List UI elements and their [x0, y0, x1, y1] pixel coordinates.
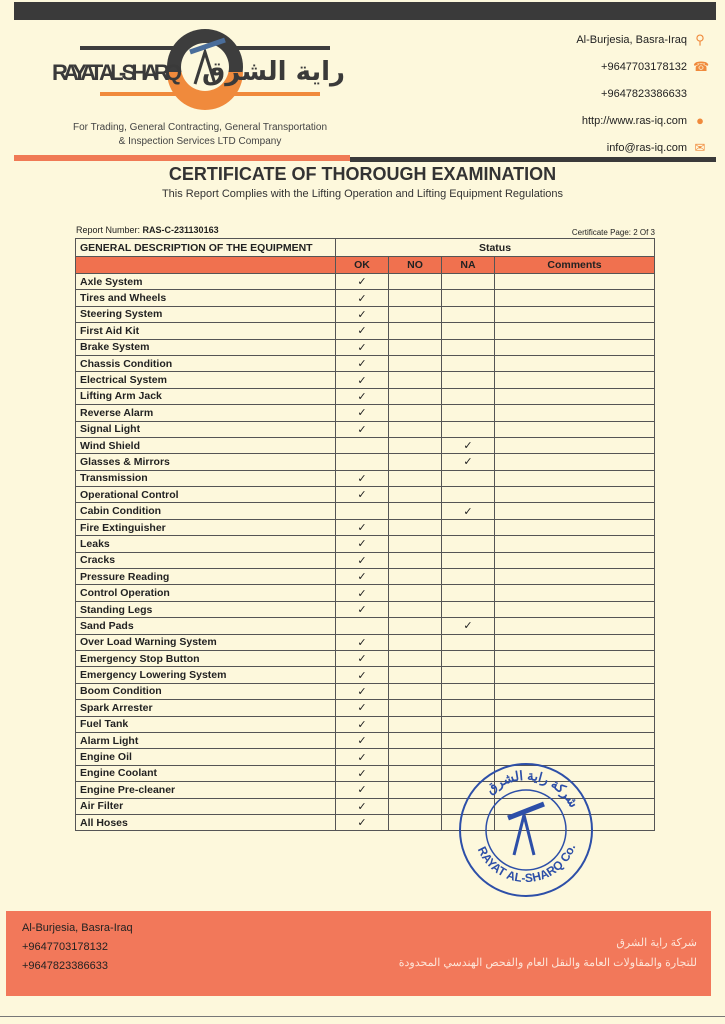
mail-icon: ✉ — [694, 139, 706, 155]
status-na-cell — [442, 323, 495, 339]
check-mark-icon: ✓ — [357, 554, 367, 567]
status-no-cell — [389, 290, 442, 306]
svg-text:شركة راية الشرق: شركة راية الشرق — [482, 767, 582, 811]
status-ok-cell — [336, 388, 389, 404]
comments-cell — [495, 454, 655, 470]
report-number — [76, 225, 219, 235]
phone-text: +9647703178132 — [601, 60, 687, 73]
comments-cell — [495, 388, 655, 404]
status-ok-cell — [336, 323, 389, 339]
check-mark-icon: ✓ — [463, 620, 473, 633]
equipment-name: Brake System — [76, 339, 336, 355]
table-row — [76, 519, 655, 535]
table-row — [76, 585, 655, 601]
svg-text:RAYAT AL-SHARQ Co.: RAYAT AL-SHARQ Co. — [474, 842, 579, 886]
check-mark-icon: ✓ — [357, 571, 367, 584]
header-divider-dark — [350, 157, 716, 162]
equipment-name: Leaks — [76, 536, 336, 552]
comments-cell — [495, 732, 655, 748]
footer-band — [6, 911, 711, 996]
comments-cell — [495, 437, 655, 453]
contact-phone-1 — [576, 53, 710, 80]
status-na-cell — [442, 470, 495, 486]
equipment-name: Glasses & Mirrors — [76, 454, 336, 470]
table-row — [76, 601, 655, 617]
contact-phone-2 — [576, 80, 707, 107]
comments-cell — [495, 306, 655, 322]
check-mark-icon: ✓ — [357, 538, 367, 551]
check-mark-icon: ✓ — [357, 669, 367, 682]
status-no-cell — [389, 814, 442, 830]
status-no-cell — [389, 339, 442, 355]
status-na-cell — [442, 536, 495, 552]
check-mark-icon: ✓ — [357, 653, 367, 666]
status-no-cell — [389, 765, 442, 781]
status-ok-cell — [336, 765, 389, 781]
equipment-name: Signal Light — [76, 421, 336, 437]
status-header: Status — [336, 239, 655, 257]
footer-phone-2: +9647823386633 — [22, 960, 108, 972]
equipment-status-table — [75, 238, 655, 831]
check-mark-icon: ✓ — [357, 735, 367, 748]
table-row — [76, 650, 655, 666]
status-no-cell — [389, 634, 442, 650]
comments-cell — [495, 405, 655, 421]
equipment-name: Engine Pre-cleaner — [76, 782, 336, 798]
equipment-name: Alarm Light — [76, 732, 336, 748]
comments-cell — [495, 536, 655, 552]
table-row — [76, 732, 655, 748]
footer-address: Al-Burjesia, Basra-Iraq — [22, 922, 133, 934]
comments-cell — [495, 323, 655, 339]
status-no-cell — [389, 437, 442, 453]
status-no-cell — [389, 650, 442, 666]
status-ok-cell — [336, 732, 389, 748]
equipment-name: Tires and Wheels — [76, 290, 336, 306]
status-no-cell — [389, 536, 442, 552]
status-na-cell — [442, 650, 495, 666]
check-mark-icon: ✓ — [357, 636, 367, 649]
equipment-name: Emergency Stop Button — [76, 650, 336, 666]
status-no-cell — [389, 503, 442, 519]
equipment-name: All Hoses — [76, 814, 336, 830]
status-ok-cell — [336, 339, 389, 355]
status-ok-cell — [336, 503, 389, 519]
tagline-line-2: & Inspection Services LTD Company — [118, 136, 282, 147]
check-mark-icon: ✓ — [357, 292, 367, 305]
status-na-cell — [442, 618, 495, 634]
check-mark-icon: ✓ — [357, 767, 367, 780]
status-ok-cell — [336, 274, 389, 290]
check-mark-icon: ✓ — [357, 489, 367, 502]
check-mark-icon: ✓ — [357, 390, 367, 403]
status-na-cell — [442, 552, 495, 568]
status-no-cell — [389, 454, 442, 470]
check-mark-icon: ✓ — [357, 308, 367, 321]
table-row — [76, 306, 655, 322]
address-text: Al-Burjesia, Basra-Iraq — [576, 33, 687, 46]
contact-website — [576, 107, 707, 134]
table-row — [76, 323, 655, 339]
status-ok-cell — [336, 667, 389, 683]
status-na-cell — [442, 683, 495, 699]
comments-cell — [495, 421, 655, 437]
comments-cell — [495, 355, 655, 371]
table-row — [76, 339, 655, 355]
status-no-cell — [389, 782, 442, 798]
check-mark-icon: ✓ — [357, 522, 367, 535]
status-na-cell — [442, 487, 495, 503]
status-ok-cell — [336, 585, 389, 601]
table-row — [76, 552, 655, 568]
table-row — [76, 355, 655, 371]
status-na-cell — [442, 421, 495, 437]
status-ok-cell — [336, 306, 389, 322]
status-no-cell — [389, 618, 442, 634]
status-na-cell — [442, 339, 495, 355]
check-mark-icon: ✓ — [357, 784, 367, 797]
document-title: CERTIFICATE OF THOROUGH EXAMINATION — [168, 164, 557, 184]
equipment-name: Steering System — [76, 306, 336, 322]
check-mark-icon: ✓ — [357, 407, 367, 420]
contact-address — [576, 26, 707, 53]
check-mark-icon: ✓ — [357, 604, 367, 616]
status-no-cell — [389, 552, 442, 568]
check-mark-icon: ✓ — [357, 685, 367, 698]
status-ok-cell — [336, 372, 389, 388]
table-row — [76, 405, 655, 421]
status-no-cell — [389, 306, 442, 322]
table-row — [76, 634, 655, 650]
table-row — [76, 290, 655, 306]
table-row — [76, 454, 655, 470]
table-row — [76, 437, 655, 453]
equipment-name: Wind Shield — [76, 437, 336, 453]
comments-cell — [495, 290, 655, 306]
status-no-cell — [389, 421, 442, 437]
desc-header-blank — [76, 257, 336, 274]
check-mark-icon: ✓ — [357, 423, 367, 436]
check-mark-icon: ✓ — [357, 817, 367, 830]
check-mark-icon: ✓ — [357, 325, 367, 338]
comments-cell — [495, 634, 655, 650]
table-row — [76, 536, 655, 552]
report-number-label: Report Number: — [76, 225, 143, 235]
footer-phone-1: +9647703178132 — [22, 941, 108, 953]
comments-cell — [495, 601, 655, 617]
status-ok-cell — [336, 454, 389, 470]
table-row — [76, 716, 655, 732]
contact-info — [576, 26, 710, 161]
bottom-line — [0, 1016, 725, 1017]
status-ok-cell — [336, 650, 389, 666]
status-na-cell — [442, 405, 495, 421]
status-na-cell — [442, 355, 495, 371]
status-ok-cell — [336, 536, 389, 552]
globe-icon: ● — [696, 112, 704, 128]
equipment-name: Cracks — [76, 552, 336, 568]
status-na-cell — [442, 437, 495, 453]
comments-cell — [495, 569, 655, 585]
comments-cell — [495, 683, 655, 699]
top-bar — [14, 2, 716, 20]
phone-icon: ☎ — [693, 58, 710, 74]
equipment-name: Electrical System — [76, 372, 336, 388]
company-logo — [40, 22, 360, 117]
equipment-name: Emergency Lowering System — [76, 667, 336, 683]
tagline-line-1: For Trading, General Contracting, General Transportation — [72, 122, 328, 133]
equipment-name: Transmission — [76, 470, 336, 486]
table-row — [76, 569, 655, 585]
status-ok-cell — [336, 437, 389, 453]
status-no-cell — [389, 732, 442, 748]
table-row — [76, 618, 655, 634]
equipment-name: Sand Pads — [76, 618, 336, 634]
status-ok-cell — [336, 569, 389, 585]
equipment-name: Control Operation — [76, 585, 336, 601]
status-no-cell — [389, 372, 442, 388]
col-no: NO — [389, 257, 442, 274]
svg-text:RAYAT AL-SHARQ: RAYAT AL-SHARQ — [52, 60, 182, 85]
footer-arabic-desc: للتجارة والمقاولات العامة والنقل العام والفحص الهندسي المحدودة — [398, 957, 697, 969]
equipment-name: Fuel Tank — [76, 716, 336, 732]
status-no-cell — [389, 716, 442, 732]
status-no-cell — [389, 601, 442, 617]
document-subtitle: This Report Complies with the Lifting Operation and Lifting Equipment Regulations — [161, 188, 564, 200]
status-na-cell — [442, 634, 495, 650]
equipment-name: Boom Condition — [76, 683, 336, 699]
status-ok-cell — [336, 716, 389, 732]
comments-cell — [495, 700, 655, 716]
check-mark-icon: ✓ — [357, 800, 367, 813]
equipment-name: Pressure Reading — [76, 569, 336, 585]
location-pin-icon: ⚲ — [695, 31, 705, 47]
check-mark-icon: ✓ — [357, 358, 367, 371]
company-stamp — [456, 760, 596, 900]
comments-cell — [495, 650, 655, 666]
footer-arabic-name: شركة راية الشرق — [616, 937, 697, 949]
footer-contacts — [22, 919, 133, 976]
status-ok-cell — [336, 683, 389, 699]
footer-arabic — [399, 933, 697, 973]
status-ok-cell — [336, 601, 389, 617]
status-na-cell — [442, 700, 495, 716]
table-row — [76, 421, 655, 437]
table-row — [76, 274, 655, 290]
status-ok-cell — [336, 618, 389, 634]
status-na-cell — [442, 519, 495, 535]
status-no-cell — [389, 683, 442, 699]
equipment-name: Air Filter — [76, 798, 336, 814]
certificate-page: Certificate Page: 2 Of 3 — [571, 228, 655, 237]
comments-cell — [495, 716, 655, 732]
status-na-cell — [442, 732, 495, 748]
check-mark-icon: ✓ — [463, 456, 473, 469]
check-mark-icon: ✓ — [357, 341, 367, 354]
email-link[interactable]: info@ras-iq.com — [606, 141, 687, 154]
status-na-cell — [442, 503, 495, 519]
status-ok-cell — [336, 519, 389, 535]
status-na-cell — [442, 290, 495, 306]
website-link[interactable]: http://www.ras-iq.com — [581, 114, 687, 127]
status-no-cell — [389, 569, 442, 585]
equipment-name: Standing Legs — [76, 601, 336, 617]
comments-cell — [495, 503, 655, 519]
equipment-name: Chassis Condition — [76, 355, 336, 371]
status-ok-cell — [336, 552, 389, 568]
check-mark-icon: ✓ — [357, 702, 367, 715]
equipment-name: Reverse Alarm — [76, 405, 336, 421]
equipment-name: Spark Arrester — [76, 700, 336, 716]
status-na-cell — [442, 601, 495, 617]
comments-cell — [495, 585, 655, 601]
col-na: NA — [442, 257, 495, 274]
status-ok-cell — [336, 634, 389, 650]
status-ok-cell — [336, 290, 389, 306]
table-row — [76, 487, 655, 503]
comments-cell — [495, 274, 655, 290]
status-ok-cell — [336, 700, 389, 716]
check-mark-icon: ✓ — [357, 472, 367, 485]
table-row — [76, 470, 655, 486]
status-ok-cell — [336, 421, 389, 437]
status-ok-cell — [336, 814, 389, 830]
equipment-name: Axle System — [76, 274, 336, 290]
equipment-name: Fire Extinguisher — [76, 519, 336, 535]
status-na-cell — [442, 716, 495, 732]
table-row — [76, 700, 655, 716]
comments-cell — [495, 372, 655, 388]
phone-text: +9647823386633 — [601, 87, 687, 100]
status-no-cell — [389, 667, 442, 683]
desc-header: GENERAL DESCRIPTION OF THE EQUIPMENT — [76, 239, 336, 257]
check-mark-icon: ✓ — [357, 276, 367, 289]
status-ok-cell — [336, 798, 389, 814]
equipment-name: Engine Oil — [76, 749, 336, 765]
status-na-cell — [442, 388, 495, 404]
check-mark-icon: ✓ — [357, 751, 367, 764]
status-no-cell — [389, 749, 442, 765]
comments-cell — [495, 552, 655, 568]
equipment-name: Lifting Arm Jack — [76, 388, 336, 404]
equipment-name: First Aid Kit — [76, 323, 336, 339]
status-na-cell — [442, 372, 495, 388]
comments-cell — [495, 618, 655, 634]
status-na-cell — [442, 274, 495, 290]
table-row — [76, 388, 655, 404]
comments-cell — [495, 667, 655, 683]
status-ok-cell — [336, 749, 389, 765]
status-ok-cell — [336, 355, 389, 371]
status-na-cell — [442, 306, 495, 322]
status-na-cell — [442, 454, 495, 470]
equipment-name: Cabin Condition — [76, 503, 336, 519]
col-ok: OK — [336, 257, 389, 274]
status-no-cell — [389, 700, 442, 716]
equipment-name: Operational Control — [76, 487, 336, 503]
status-no-cell — [389, 274, 442, 290]
comments-cell — [495, 487, 655, 503]
status-no-cell — [389, 323, 442, 339]
status-no-cell — [389, 355, 442, 371]
check-mark-icon: ✓ — [463, 440, 473, 453]
check-mark-icon: ✓ — [357, 374, 367, 387]
status-no-cell — [389, 798, 442, 814]
header-divider-orange — [14, 155, 350, 161]
report-number-value: RAS-C-231130163 — [142, 225, 219, 235]
status-na-cell — [442, 585, 495, 601]
status-na-cell — [442, 667, 495, 683]
equipment-name: Over Load Warning System — [76, 634, 336, 650]
table-row — [76, 683, 655, 699]
check-mark-icon: ✓ — [357, 587, 367, 600]
status-no-cell — [389, 519, 442, 535]
status-no-cell — [389, 585, 442, 601]
table-row — [76, 503, 655, 519]
table-row — [76, 667, 655, 683]
company-tagline — [40, 121, 360, 149]
table-row — [76, 372, 655, 388]
col-comments: Comments — [495, 257, 655, 274]
status-ok-cell — [336, 782, 389, 798]
equipment-name: Engine Coolant — [76, 765, 336, 781]
status-no-cell — [389, 388, 442, 404]
check-mark-icon: ✓ — [463, 505, 473, 518]
check-mark-icon: ✓ — [357, 718, 367, 731]
status-no-cell — [389, 470, 442, 486]
comments-cell — [495, 470, 655, 486]
status-na-cell — [442, 569, 495, 585]
status-no-cell — [389, 405, 442, 421]
status-ok-cell — [336, 470, 389, 486]
comments-cell — [495, 339, 655, 355]
svg-text:راية الشرق: راية الشرق — [201, 57, 345, 87]
comments-cell — [495, 519, 655, 535]
status-ok-cell — [336, 487, 389, 503]
status-no-cell — [389, 487, 442, 503]
status-ok-cell — [336, 405, 389, 421]
